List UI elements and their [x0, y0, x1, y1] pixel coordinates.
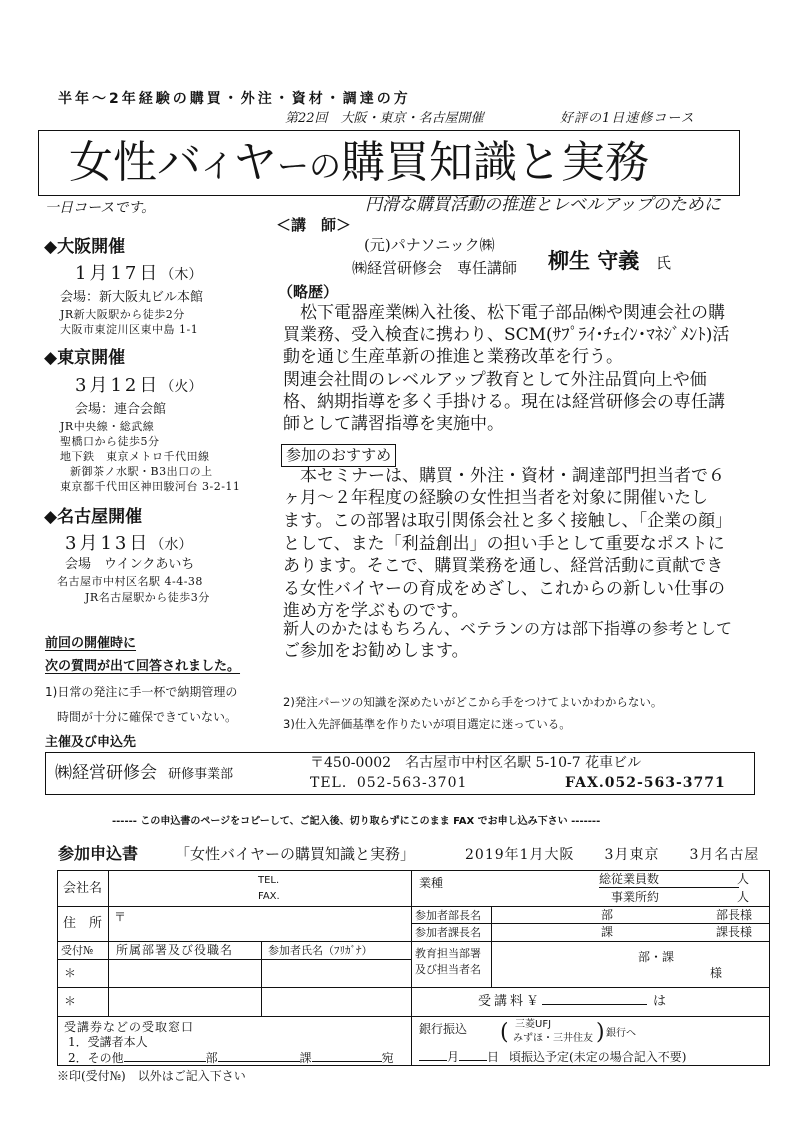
faq-question: 3)仕入先評価基準を作りたいが項目選定に迷っている。 — [283, 717, 571, 731]
venue-detail: 大阪市東淀川区東中島 1-1 — [60, 323, 199, 336]
form-divider — [411, 871, 412, 1065]
edu-contact-label: 及び担当者名 — [415, 963, 481, 976]
venue-heading-osaka: ◆大阪開催 — [44, 237, 126, 257]
venue-detail: JR新大阪駅から徒歩2分 — [60, 308, 185, 321]
fax-label: FAX. — [258, 891, 280, 902]
organizer-tel: TEL．052-563-3701 — [310, 775, 468, 791]
venue-detail: 新御茶ノ水駅・B3出口の上 — [70, 465, 213, 478]
tel-label: TEL. — [258, 875, 280, 886]
bank-suffix: 銀行へ — [606, 1028, 636, 1039]
dept-unit: 部 — [601, 908, 614, 922]
instructor-heading: ＜講 師＞ — [276, 216, 352, 234]
person-unit: 人 — [737, 872, 750, 886]
bracket-open: ( — [500, 1020, 509, 1045]
faq-question: 1)日常の発注に手一杯で納期管理の — [45, 685, 238, 699]
bio-line: 松下電器産業㈱入社後、松下電子部品㈱や関連会社の購 — [283, 303, 725, 323]
page-title — [69, 137, 650, 188]
bio-line: 師として講習指導を実施中。 — [283, 414, 504, 434]
blank-line — [459, 1050, 487, 1061]
bio-line: 動を通じ生産革新の推進と業務改革を行う。 — [283, 347, 623, 367]
venue-date-osaka — [75, 265, 202, 283]
recommendation-line: ます。この部署は取引関係会社と多く接触し、「企業の顔」 — [283, 511, 733, 531]
transfer-note: 頃振込予定(未定の場合記入不要) — [509, 1050, 687, 1064]
recommendation-line: ご参加をお勧めします。 — [283, 641, 469, 661]
address-label: 住 所 — [63, 916, 103, 931]
instructor-name: 柳生 守義 — [548, 248, 640, 273]
edu-contact-label: 教育担当部署 — [415, 947, 481, 960]
title-box — [38, 130, 740, 196]
organizer-name: ㈱経営研修会 — [55, 763, 157, 783]
unit-section: 課 — [299, 1051, 312, 1065]
participant-name-header: 参加者氏名（ﾌﾘｶﾞﾅ） — [268, 944, 373, 957]
offices-label: 事業所約 — [611, 890, 660, 904]
title-part: 女性バ — [69, 137, 201, 188]
venue-place-nagoya: 会場 ウインクあいち — [65, 557, 195, 572]
ticket-option-self: 1．受講者本人 — [68, 1035, 148, 1049]
weekday: （火） — [160, 379, 203, 395]
bio-line: 格、納期指導を多く手掛ける。現在は経営研修会の専任講 — [283, 392, 725, 412]
date: 3月13日 — [65, 533, 151, 554]
section-unit: 課 — [601, 925, 614, 939]
month-unit: 月 — [447, 1050, 460, 1064]
recommendation-line: 本セミナーは、購買・外注・資材・調達部門担当者で６ — [283, 466, 725, 486]
venue-place-osaka: 会場：新大阪丸ビル本館 — [60, 290, 204, 305]
venue-detail: 名古屋市中村区名駅 4-4-38 — [57, 575, 203, 588]
bio-heading: （略歴） — [278, 283, 339, 301]
form-divider — [261, 941, 262, 1016]
form-divider — [491, 906, 492, 987]
postal-mark: 〒 — [114, 910, 127, 924]
unit-dept: 部 — [205, 1051, 218, 1065]
dept-position-header: 所属部署及び役職名 — [116, 943, 234, 957]
transfer-date-line — [419, 1050, 686, 1063]
dept-head-suffix: 部長様 — [716, 908, 753, 922]
blank-line — [312, 1051, 382, 1062]
recommendation-heading: 参加のおすすめ — [281, 444, 396, 467]
organizer-fax: FAX.052-563-3771 — [565, 775, 726, 791]
bank-name: 三菱UFJ — [515, 1019, 552, 1030]
venue-heading-nagoya: ◆名古屋開催 — [44, 507, 143, 527]
form-divider — [108, 871, 109, 1016]
organizer-heading: 主催及び申込先 — [45, 735, 137, 750]
recommendation-line: として、また「利益創出」の担い手として重要なポストに — [283, 534, 725, 554]
venue-heading-tokyo: ◆東京開催 — [44, 348, 126, 368]
title-part: ヤ — [233, 137, 278, 188]
ticket-option-other-label: 2．その他 — [68, 1051, 124, 1065]
title-part: 購買知識と実務 — [341, 137, 650, 188]
form-course: 「女性バイヤーの購買知識と実務」 — [175, 845, 416, 863]
venue-date-tokyo — [75, 377, 202, 395]
instructor-former-affiliation: (元)パナソニック㈱ — [364, 236, 495, 254]
venue-date-nagoya — [65, 535, 192, 553]
faq-intro: 次の質問が出て回答されました。 — [45, 659, 241, 674]
course-length: 一日コースです。 — [45, 200, 156, 216]
person-unit: 人 — [737, 890, 750, 904]
form-divider — [58, 941, 769, 942]
instructor-honorific: 氏 — [656, 254, 672, 272]
fee-label: 受講料￥ — [478, 994, 543, 1009]
target-audience: 半年～2年経験の購買・外注・資材・調達の方 — [58, 91, 411, 107]
venue-detail: 聖橋口から徒歩5分 — [60, 435, 160, 448]
form-divider — [58, 959, 411, 960]
recommendation-line: あります。そこで、購買業務を通し、経営活動に貢献でき — [283, 556, 724, 576]
blank-line — [218, 1051, 300, 1062]
industry-label: 業種 — [419, 876, 444, 890]
faq-question: 時間が十分に確保できていない。 — [45, 710, 238, 724]
title-part: ーの — [277, 147, 342, 185]
recommendation-line: ヶ月～２年程度の経験の女性担当者を対象に開催いたし — [283, 488, 708, 508]
weekday: （木） — [160, 267, 203, 283]
cut-notice: ------ この申込書のページをコピーして、ご記入後、切り取らずにこのまま FAX でお申し込み下さい ------- — [112, 816, 601, 827]
edition-line: 第22回 大阪・東京・名古屋開催 — [285, 111, 484, 126]
faq-intro: 前回の開催時に — [45, 636, 137, 651]
section-head-suffix: 課長様 — [716, 925, 753, 939]
fee-line — [478, 994, 666, 1008]
receipt-no-header: 受付№ — [61, 944, 94, 957]
date: 3月12日 — [75, 375, 161, 396]
blank-line — [542, 994, 647, 1005]
venue-detail: JR中央線・総武線 — [60, 420, 155, 433]
bio-line: 買業務、受入検査に携わり、SCM(ｻﾌﾟﾗｲ･ﾁｪｲﾝ･ﾏﾈｼﾞﾒﾝﾄ)活 — [283, 325, 730, 345]
required-mark: ＊ — [64, 994, 77, 1008]
recommendation-line: 進め方を学ぶものです。 — [283, 601, 469, 621]
dept-head-label: 参加者部長名 — [415, 909, 481, 922]
bank-name: みずほ・三井住友 — [513, 1033, 593, 1044]
organizer-address: 〒450-0002 名古屋市中村区名駅 5-10-7 花車ビル — [310, 755, 642, 771]
form-divider — [58, 987, 769, 988]
ticket-option-other — [68, 1051, 394, 1064]
bracket-close: ) — [596, 1020, 605, 1045]
date: 1月17日 — [75, 263, 161, 284]
form-title: 参加申込書 — [58, 844, 139, 863]
tagline: 好評の1日速修コース — [560, 111, 695, 126]
recommendation-line: る女性バイヤーの育成をめざし、これからの新しい仕事の — [283, 579, 725, 599]
weekday: （水） — [150, 537, 193, 553]
form-divider — [58, 906, 769, 907]
day-unit: 日 — [487, 1050, 500, 1064]
subtitle: 円滑な購買活動の推進とレベルアップのために — [365, 195, 721, 215]
form-divider — [411, 923, 769, 924]
faq-question: 2)発注パーツの知識を深めたいがどこから手をつけてよいかわからない。 — [283, 695, 663, 709]
form-divider — [58, 1016, 769, 1017]
section-head-label: 参加者課長名 — [415, 926, 481, 939]
footnote: ※印(受付№) 以外はご記入下さい — [57, 1069, 246, 1083]
dept-section-unit: 部・課 — [638, 950, 675, 964]
venue-place-tokyo: 会場：連合会館 — [75, 402, 167, 417]
blank-line — [124, 1051, 206, 1062]
form-schedule: 2019年1月大阪 3月東京 3月名古屋 — [465, 847, 760, 863]
recommendation-line: 新人のかたはもちろん、ベテランの方は部下指導の参考として — [283, 619, 732, 638]
company-label: 会社名 — [63, 881, 103, 896]
title-part: イ — [201, 147, 234, 185]
bank-label: 銀行振込 — [419, 1022, 468, 1036]
honorific: 様 — [710, 966, 723, 980]
unit-addressee: 宛 — [381, 1051, 394, 1065]
venue-detail: 東京都千代田区神田駿河台 3-2-11 — [60, 480, 241, 493]
fee-suffix: は — [653, 994, 667, 1009]
blank-line — [419, 1050, 447, 1061]
application-form-table — [57, 870, 770, 1066]
venue-detail: 地下鉄 東京メトロ千代田線 — [60, 450, 210, 463]
instructor-position: ㈱経営研修会 専任講師 — [352, 259, 518, 277]
venue-detail: JR名古屋駅から徒歩3分 — [85, 591, 210, 604]
ticket-label: 受講券などの受取窓口 — [64, 1020, 195, 1034]
employees-label: 総従業員数 — [599, 872, 660, 886]
organizer-name-line — [55, 765, 233, 782]
required-mark: ＊ — [64, 966, 77, 980]
bio-line: 関連会社間のレベルアップ教育として外注品質向上や価 — [283, 370, 707, 390]
form-divider — [599, 887, 739, 888]
organizer-department: 研修事業部 — [168, 767, 234, 782]
